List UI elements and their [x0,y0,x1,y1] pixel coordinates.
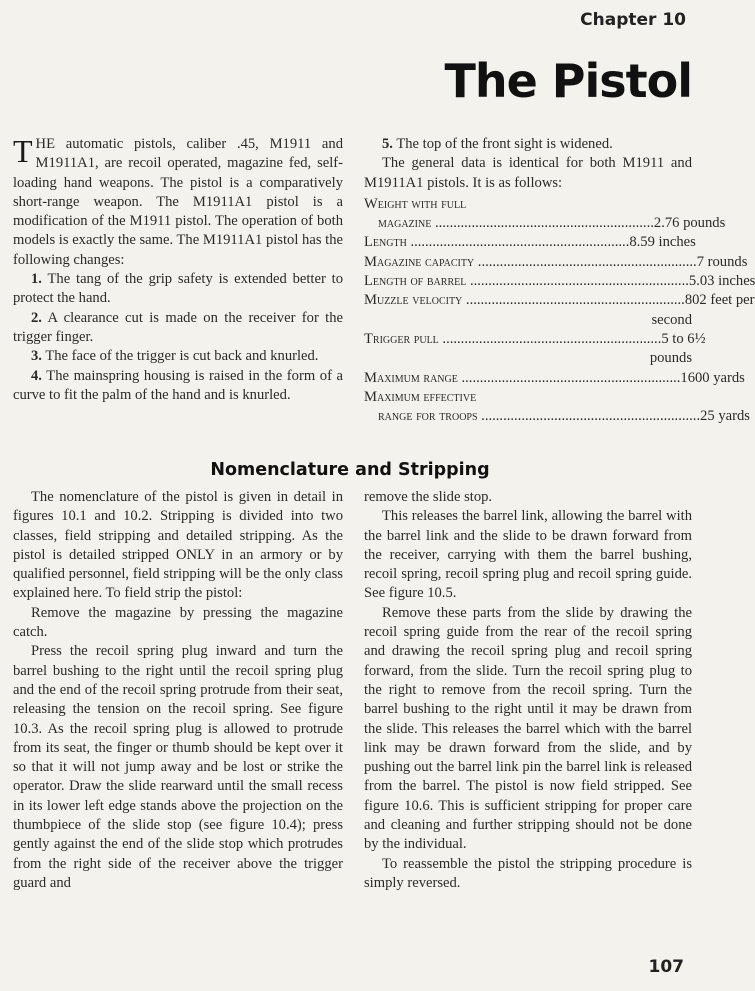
change-text: The face of the trigger is cut back and knurled. [45,348,319,365]
change-item [13,367,343,406]
change-text: A clearance cut is made on the receiver for the trigger finger. [13,309,344,345]
spec-label: Trigger pull ............................................................ [364,330,662,347]
spec-label: Magazine capacity ............................................................ [364,253,697,270]
spec-value: 802 feet per [684,292,755,309]
spec-row [364,272,755,291]
change-item [13,309,343,348]
spec-row [364,253,748,272]
intro-left-column [13,135,343,405]
spec-value-continued: pounds [649,350,692,367]
general-data-intro: The general data is identical for both M1911 and M1911A1 pistols. It is as follows: [364,155,692,191]
spec-value: 7 rounds [696,253,748,270]
spec-value: 5 to 6½ [661,330,706,347]
body-paragraph: Remove the magazine by pressing the magazine catch. [13,604,343,641]
change-item [13,347,343,366]
spec-row [364,291,755,310]
spec-row [364,233,696,252]
intro-paragraph [13,135,343,270]
spec-label: Length ............................................................ [364,234,630,251]
spec-row [364,330,706,349]
change-number: 3. [31,348,42,365]
spec-value-continued: second [651,311,692,328]
drop-cap: T [13,133,33,169]
body-right-column [364,488,692,893]
spec-value: 2.76 pounds [653,215,726,232]
chapter-label: Chapter 10 [580,10,686,30]
spec-label: Weight with full [364,195,467,212]
body-paragraph-continued: remove the slide stop. [364,489,493,505]
spec-row [364,388,692,407]
body-paragraph: The nomenclature of the pistol is given in detail in figures 10.1 and 10.2. Stripping is divided into two classes, field stripping and detailed stripping. As the pistol is detailed stripped ONLY in an armory or by qualified personnel, field stripping will be the only class explained here. To field strip the pistol: [13,489,343,602]
spec-row [364,407,750,426]
chapter-title: The Pistol [444,54,692,108]
body-paragraph: This releases the barrel link, allowing the barrel with the barrel link and the slide to be drawn forward from the receiver, carrying with them the barrel bushing, recoil spring, recoil spring plug and recoil spring guide. See figure 10.5. [364,508,692,602]
page-number: 107 [648,957,684,977]
body-left-column [13,488,343,893]
spec-label: magazine ............................................................ [378,215,654,232]
spec-row [364,195,692,214]
spec-label: Length of barrel ............................................................ [364,273,689,290]
change-number: 1. [31,271,42,288]
spec-row [364,369,745,388]
spec-label: Maximum range ............................................................ [364,369,681,386]
change-number: 2. [31,309,42,326]
change-item [13,270,343,309]
body-paragraph: Remove these parts from the slide by drawing the recoil spring guide from the rear of the recoil spring and drawing the recoil spring plug and recoil spring forward, from the slide. Turn the recoil spring plug to the right to remove from the recoil spring. Turn the barrel bushing to the right until it may be drawn from the slide. This releases the barrel which with the barrel link may be drawn forward from the slide, and by pushing out the barrel link pin the barrel link is released from the barrel. The pistol is now field stripped. See figure 10.6. This is sufficient stripping for proper care and cleaning and further stripping should not be done by the individual. [364,604,692,853]
spec-label: Maximum effective [364,388,477,405]
change-text: The mainspring housing is raised in the form of a curve to fit the palm of the hand and is knurled. [13,367,344,403]
spec-table [364,195,755,427]
spec-value: 25 yards [700,408,750,425]
intro-text: HE automatic pistols, caliber .45, M1911 and M1911A1, are recoil operated, magazine fed, self-loading hand weapons. The pistol is a comparatively short-range weapon. The M1911A1 pistol is a modification of the M1911 pistol. The operation of both models is exactly the same. The M1911A1 pistol has the following changes: [13,136,343,268]
change-number: 4. [31,367,42,384]
section-heading: Nomenclature and Stripping [210,460,490,480]
body-paragraph: Press the recoil spring plug inward and turn the barrel bushing to the right until the recoil spring plug and the end of the recoil spring protrude from their seat, releasing the tension on the recoil spring. See figure 10.3. As the recoil spring plug is allowed to protrude from its seat, the finger or thumb should be kept over it so that it will not jump away and be lost or strike the operator. Draw the slide rearward until the small recess in its lower left edge stands above the projection on the thumbpiece of the slide stop (see figure 10.4); press gently against the end of the slide stop which protrudes from the right side of the receiver above the trigger guard and [13,643,343,891]
intro-right-column [364,135,755,426]
change-item [364,135,692,154]
change-text: The tang of the grip safety is extended better to protect the hand. [13,271,343,307]
spec-value: 8.59 inches [629,234,696,251]
spec-label: Muzzle velocity ............................................................ [364,292,685,309]
spec-label: range for troops ............................................................ [378,408,701,425]
change-number: 5. [382,136,393,152]
change-text: The top of the front sight is widened. [396,136,613,152]
spec-value: 1600 yards [680,369,745,386]
body-paragraph: To reassemble the pistol the stripping procedure is simply reversed. [364,855,692,891]
spec-row [364,214,726,233]
spec-value: 5.03 inches [688,273,755,290]
